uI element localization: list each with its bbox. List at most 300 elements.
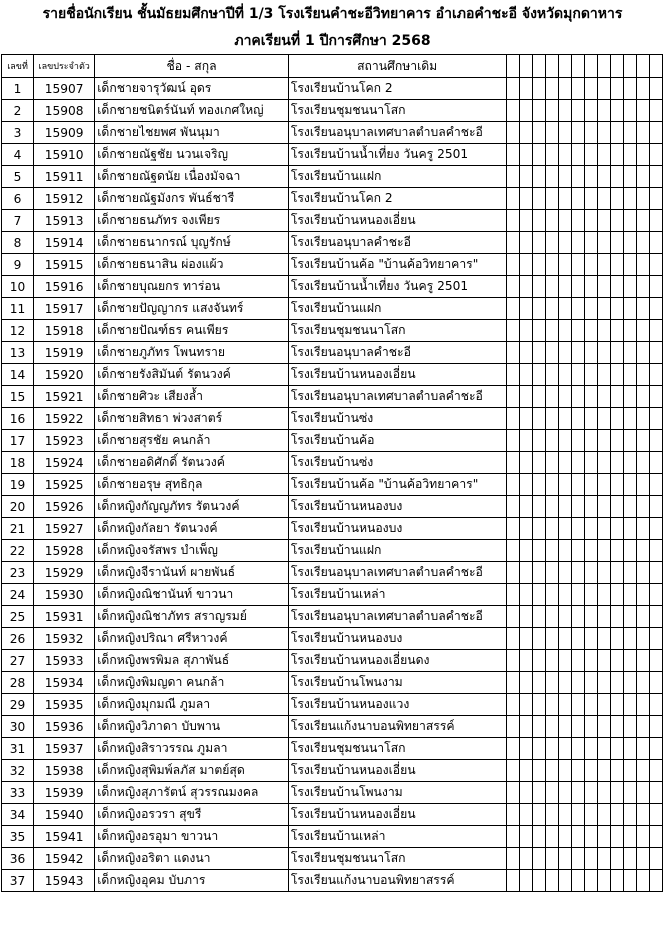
header-blank	[519, 55, 532, 78]
blank-cell	[623, 870, 636, 892]
blank-cell	[636, 694, 649, 716]
header-school: สถานศึกษาเดิม	[288, 55, 506, 78]
student-name: เด็กชายภูภัทร โพนทราย	[95, 342, 289, 364]
table-row	[2, 672, 663, 694]
blank-cell	[610, 584, 623, 606]
blank-cell	[610, 738, 623, 760]
table-row	[2, 342, 663, 364]
student-number: 4	[2, 144, 34, 166]
blank-cell	[597, 364, 610, 386]
blank-cell	[649, 496, 662, 518]
student-id: 15918	[34, 320, 95, 342]
blank-cell	[506, 100, 519, 122]
blank-cell	[610, 210, 623, 232]
blank-cell	[506, 562, 519, 584]
blank-cell	[649, 606, 662, 628]
table-row	[2, 540, 663, 562]
blank-cell	[532, 606, 545, 628]
blank-cell	[571, 760, 584, 782]
blank-cell	[610, 496, 623, 518]
student-id: 15920	[34, 364, 95, 386]
blank-cell	[610, 364, 623, 386]
blank-cell	[610, 408, 623, 430]
student-id: 15911	[34, 166, 95, 188]
table-row	[2, 452, 663, 474]
student-name: เด็กหญิงสิราวรรณ ภูมลา	[95, 738, 289, 760]
blank-cell	[558, 298, 571, 320]
blank-cell	[545, 232, 558, 254]
blank-cell	[571, 100, 584, 122]
header-blank	[558, 55, 571, 78]
blank-cell	[584, 254, 597, 276]
blank-cell	[558, 760, 571, 782]
blank-cell	[636, 430, 649, 452]
blank-cell	[571, 826, 584, 848]
blank-cell	[597, 848, 610, 870]
student-name: เด็กหญิงกัญญภัทร รัตนวงค์	[95, 496, 289, 518]
blank-cell	[532, 100, 545, 122]
student-name: เด็กชายอดิศักดิ์ รัตนวงค์	[95, 452, 289, 474]
header-no: เลขที่	[2, 55, 34, 78]
blank-cell	[597, 408, 610, 430]
blank-cell	[558, 518, 571, 540]
student-name: เด็กหญิงปริณา ศรีหาวงค์	[95, 628, 289, 650]
blank-cell	[636, 320, 649, 342]
previous-school: โรงเรียนแก้งนาบอนพิทยาสรรค์	[288, 870, 506, 892]
blank-cell	[649, 188, 662, 210]
blank-cell	[532, 364, 545, 386]
blank-cell	[519, 320, 532, 342]
blank-cell	[558, 584, 571, 606]
blank-cell	[584, 716, 597, 738]
blank-cell	[597, 452, 610, 474]
blank-cell	[649, 584, 662, 606]
blank-cell	[571, 474, 584, 496]
student-id: 15907	[34, 78, 95, 100]
blank-cell	[519, 870, 532, 892]
blank-cell	[649, 452, 662, 474]
blank-cell	[558, 122, 571, 144]
student-name: เด็กชายปัณฑ์ธร คนเพียร	[95, 320, 289, 342]
blank-cell	[506, 584, 519, 606]
blank-cell	[636, 188, 649, 210]
student-id: 15941	[34, 826, 95, 848]
blank-cell	[584, 584, 597, 606]
blank-cell	[636, 826, 649, 848]
blank-cell	[597, 276, 610, 298]
blank-cell	[506, 848, 519, 870]
header-blank	[623, 55, 636, 78]
blank-cell	[623, 540, 636, 562]
previous-school: โรงเรียนบ้านหนองบง	[288, 518, 506, 540]
blank-cell	[610, 804, 623, 826]
blank-cell	[532, 408, 545, 430]
blank-cell	[584, 276, 597, 298]
blank-cell	[649, 518, 662, 540]
blank-cell	[584, 650, 597, 672]
blank-cell	[571, 628, 584, 650]
blank-cell	[558, 540, 571, 562]
blank-cell	[636, 584, 649, 606]
student-id: 15908	[34, 100, 95, 122]
student-number: 5	[2, 166, 34, 188]
blank-cell	[545, 320, 558, 342]
blank-cell	[532, 144, 545, 166]
blank-cell	[571, 188, 584, 210]
student-id: 15932	[34, 628, 95, 650]
blank-cell	[597, 782, 610, 804]
blank-cell	[545, 848, 558, 870]
blank-cell	[506, 210, 519, 232]
previous-school: โรงเรียนบ้านหนองแวง	[288, 694, 506, 716]
student-id: 15936	[34, 716, 95, 738]
previous-school: โรงเรียนบ้านโพนงาม	[288, 672, 506, 694]
table-row	[2, 760, 663, 782]
blank-cell	[519, 628, 532, 650]
blank-cell	[610, 342, 623, 364]
blank-cell	[545, 144, 558, 166]
student-number: 11	[2, 298, 34, 320]
blank-cell	[584, 298, 597, 320]
blank-cell	[571, 452, 584, 474]
student-number: 21	[2, 518, 34, 540]
student-name: เด็กหญิงณิชาภัทร สราญรมย์	[95, 606, 289, 628]
blank-cell	[649, 870, 662, 892]
blank-cell	[597, 474, 610, 496]
blank-cell	[649, 122, 662, 144]
blank-cell	[610, 694, 623, 716]
student-id: 15929	[34, 562, 95, 584]
blank-cell	[623, 100, 636, 122]
blank-cell	[532, 760, 545, 782]
blank-cell	[623, 474, 636, 496]
student-number: 9	[2, 254, 34, 276]
table-row	[2, 562, 663, 584]
blank-cell	[636, 364, 649, 386]
previous-school: โรงเรียนบ้านค้อ "บ้านค้อวิทยาคาร"	[288, 254, 506, 276]
blank-cell	[558, 848, 571, 870]
blank-cell	[636, 628, 649, 650]
blank-cell	[519, 606, 532, 628]
header-id: เลขประจำตัว	[34, 55, 95, 78]
table-row	[2, 782, 663, 804]
previous-school: โรงเรียนบ้านค้อ "บ้านค้อวิทยาคาร"	[288, 474, 506, 496]
blank-cell	[558, 430, 571, 452]
blank-cell	[636, 386, 649, 408]
student-number: 12	[2, 320, 34, 342]
blank-cell	[545, 716, 558, 738]
blank-cell	[558, 496, 571, 518]
blank-cell	[610, 122, 623, 144]
blank-cell	[571, 540, 584, 562]
blank-cell	[506, 672, 519, 694]
blank-cell	[636, 254, 649, 276]
blank-cell	[636, 716, 649, 738]
previous-school: โรงเรียนบ้านซ่ง	[288, 408, 506, 430]
blank-cell	[649, 716, 662, 738]
blank-cell	[545, 496, 558, 518]
blank-cell	[636, 760, 649, 782]
student-id: 15925	[34, 474, 95, 496]
student-name: เด็กหญิงกัลยา รัตนวงค์	[95, 518, 289, 540]
blank-cell	[506, 716, 519, 738]
table-row	[2, 430, 663, 452]
blank-cell	[597, 232, 610, 254]
blank-cell	[558, 386, 571, 408]
student-number: 23	[2, 562, 34, 584]
blank-cell	[506, 364, 519, 386]
blank-cell	[558, 166, 571, 188]
blank-cell	[597, 298, 610, 320]
blank-cell	[571, 210, 584, 232]
blank-cell	[623, 650, 636, 672]
blank-cell	[506, 540, 519, 562]
student-name: เด็กชายไชยพศ พันนุมา	[95, 122, 289, 144]
student-name: เด็กชายศิวะ เสียงล้ำ	[95, 386, 289, 408]
blank-cell	[519, 716, 532, 738]
blank-cell	[597, 738, 610, 760]
blank-cell	[532, 716, 545, 738]
previous-school: โรงเรียนบ้านซ่ง	[288, 452, 506, 474]
blank-cell	[558, 738, 571, 760]
blank-cell	[506, 430, 519, 452]
student-name: เด็กหญิงสุภารัตน์ สุวรรณมงคล	[95, 782, 289, 804]
blank-cell	[545, 122, 558, 144]
blank-cell	[545, 870, 558, 892]
blank-cell	[545, 540, 558, 562]
student-id: 15933	[34, 650, 95, 672]
header-blank	[545, 55, 558, 78]
blank-cell	[623, 562, 636, 584]
blank-cell	[545, 430, 558, 452]
student-number: 25	[2, 606, 34, 628]
previous-school: โรงเรียนบ้านหนองเอี่ยน	[288, 804, 506, 826]
blank-cell	[597, 628, 610, 650]
blank-cell	[649, 562, 662, 584]
student-number: 31	[2, 738, 34, 760]
blank-cell	[532, 430, 545, 452]
blank-cell	[506, 628, 519, 650]
student-number: 17	[2, 430, 34, 452]
blank-cell	[597, 716, 610, 738]
blank-cell	[610, 848, 623, 870]
table-row	[2, 848, 663, 870]
blank-cell	[545, 276, 558, 298]
blank-cell	[623, 452, 636, 474]
blank-cell	[584, 518, 597, 540]
blank-cell	[519, 826, 532, 848]
blank-cell	[636, 848, 649, 870]
blank-cell	[558, 672, 571, 694]
blank-cell	[584, 452, 597, 474]
blank-cell	[545, 650, 558, 672]
student-id: 15939	[34, 782, 95, 804]
blank-cell	[623, 826, 636, 848]
blank-cell	[584, 474, 597, 496]
table-row	[2, 650, 663, 672]
previous-school: โรงเรียนบ้านหนองบง	[288, 496, 506, 518]
blank-cell	[532, 672, 545, 694]
blank-cell	[636, 496, 649, 518]
blank-cell	[545, 100, 558, 122]
student-name: เด็กชายสิทธา พ่วงสาตร์	[95, 408, 289, 430]
blank-cell	[532, 452, 545, 474]
blank-cell	[597, 584, 610, 606]
table-row	[2, 188, 663, 210]
blank-cell	[610, 386, 623, 408]
blank-cell	[519, 298, 532, 320]
blank-cell	[571, 584, 584, 606]
student-name: เด็กหญิงวิภาดา บับพาน	[95, 716, 289, 738]
blank-cell	[649, 430, 662, 452]
student-name: เด็กหญิงณิชานันท์ ขาวนา	[95, 584, 289, 606]
blank-cell	[597, 496, 610, 518]
blank-cell	[636, 232, 649, 254]
blank-cell	[519, 782, 532, 804]
blank-cell	[519, 694, 532, 716]
table-row	[2, 628, 663, 650]
blank-cell	[610, 254, 623, 276]
blank-cell	[623, 848, 636, 870]
table-row	[2, 870, 663, 892]
blank-cell	[519, 584, 532, 606]
blank-cell	[610, 166, 623, 188]
blank-cell	[610, 232, 623, 254]
blank-cell	[649, 166, 662, 188]
header-blank	[584, 55, 597, 78]
blank-cell	[636, 672, 649, 694]
blank-cell	[571, 364, 584, 386]
blank-cell	[571, 430, 584, 452]
blank-cell	[649, 144, 662, 166]
blank-cell	[597, 166, 610, 188]
blank-cell	[610, 562, 623, 584]
blank-cell	[571, 716, 584, 738]
table-row	[2, 386, 663, 408]
blank-cell	[571, 276, 584, 298]
previous-school: โรงเรียนบ้านน้ำเที่ยง วันครู 2501	[288, 144, 506, 166]
header-blank	[597, 55, 610, 78]
blank-cell	[571, 694, 584, 716]
blank-cell	[584, 320, 597, 342]
blank-cell	[610, 826, 623, 848]
student-number: 26	[2, 628, 34, 650]
student-id: 15909	[34, 122, 95, 144]
student-id: 15912	[34, 188, 95, 210]
student-name: เด็กชายณัฐดนัย เนื่องมัจฉา	[95, 166, 289, 188]
blank-cell	[623, 276, 636, 298]
blank-cell	[506, 78, 519, 100]
blank-cell	[623, 386, 636, 408]
blank-cell	[571, 672, 584, 694]
blank-cell	[571, 342, 584, 364]
blank-cell	[558, 232, 571, 254]
blank-cell	[519, 188, 532, 210]
blank-cell	[636, 210, 649, 232]
previous-school: โรงเรียนบ้านเหล่า	[288, 826, 506, 848]
student-number: 30	[2, 716, 34, 738]
previous-school: โรงเรียนบ้านหนองเอี่ยน	[288, 760, 506, 782]
blank-cell	[610, 144, 623, 166]
student-id: 15915	[34, 254, 95, 276]
blank-cell	[545, 254, 558, 276]
blank-cell	[545, 606, 558, 628]
blank-cell	[506, 276, 519, 298]
student-number: 28	[2, 672, 34, 694]
blank-cell	[649, 760, 662, 782]
blank-cell	[649, 364, 662, 386]
blank-cell	[506, 650, 519, 672]
blank-cell	[519, 232, 532, 254]
blank-cell	[532, 78, 545, 100]
student-number: 3	[2, 122, 34, 144]
blank-cell	[636, 408, 649, 430]
blank-cell	[649, 540, 662, 562]
blank-cell	[597, 672, 610, 694]
table-row	[2, 210, 663, 232]
student-name: เด็กหญิงอรวรา สุขรี	[95, 804, 289, 826]
blank-cell	[610, 518, 623, 540]
blank-cell	[584, 210, 597, 232]
blank-cell	[623, 342, 636, 364]
student-id: 15923	[34, 430, 95, 452]
blank-cell	[597, 650, 610, 672]
blank-cell	[623, 320, 636, 342]
previous-school: โรงเรียนอนุบาลเทศบาลตำบลคำชะอี	[288, 606, 506, 628]
student-name: เด็กหญิงจรัสพร บำเพ็ญ	[95, 540, 289, 562]
blank-cell	[532, 738, 545, 760]
blank-cell	[506, 144, 519, 166]
student-id: 15938	[34, 760, 95, 782]
blank-cell	[584, 738, 597, 760]
blank-cell	[649, 100, 662, 122]
blank-cell	[584, 760, 597, 782]
page-title: รายชื่อนักเรียน ชั้นมัธยมศึกษาปีที่ 1/3 โรงเรียนคำชะอีวิทยาคาร อำเภอคำชะอี จังหวัดมุกดาหาร	[42, 6, 623, 22]
student-name: เด็กชายธนภัทร จงเพียร	[95, 210, 289, 232]
blank-cell	[636, 452, 649, 474]
previous-school: โรงเรียนบ้านค้อ	[288, 430, 506, 452]
blank-cell	[649, 694, 662, 716]
blank-cell	[584, 694, 597, 716]
blank-cell	[558, 804, 571, 826]
blank-cell	[584, 122, 597, 144]
student-number: 19	[2, 474, 34, 496]
blank-cell	[558, 826, 571, 848]
blank-cell	[584, 364, 597, 386]
student-name: เด็กชายณัฐชัย นวนเจริญ	[95, 144, 289, 166]
blank-cell	[532, 188, 545, 210]
blank-cell	[610, 672, 623, 694]
blank-cell	[532, 298, 545, 320]
student-number: 32	[2, 760, 34, 782]
previous-school: โรงเรียนอนุบาลเทศบาลตำบลคำชะอี	[288, 386, 506, 408]
student-number: 8	[2, 232, 34, 254]
blank-cell	[519, 430, 532, 452]
student-id: 15921	[34, 386, 95, 408]
blank-cell	[623, 430, 636, 452]
blank-cell	[597, 100, 610, 122]
student-id: 15942	[34, 848, 95, 870]
blank-cell	[649, 342, 662, 364]
student-table	[1, 54, 663, 892]
blank-cell	[506, 870, 519, 892]
blank-cell	[636, 782, 649, 804]
student-id: 15927	[34, 518, 95, 540]
blank-cell	[519, 144, 532, 166]
blank-cell	[584, 408, 597, 430]
blank-cell	[623, 78, 636, 100]
blank-cell	[623, 782, 636, 804]
